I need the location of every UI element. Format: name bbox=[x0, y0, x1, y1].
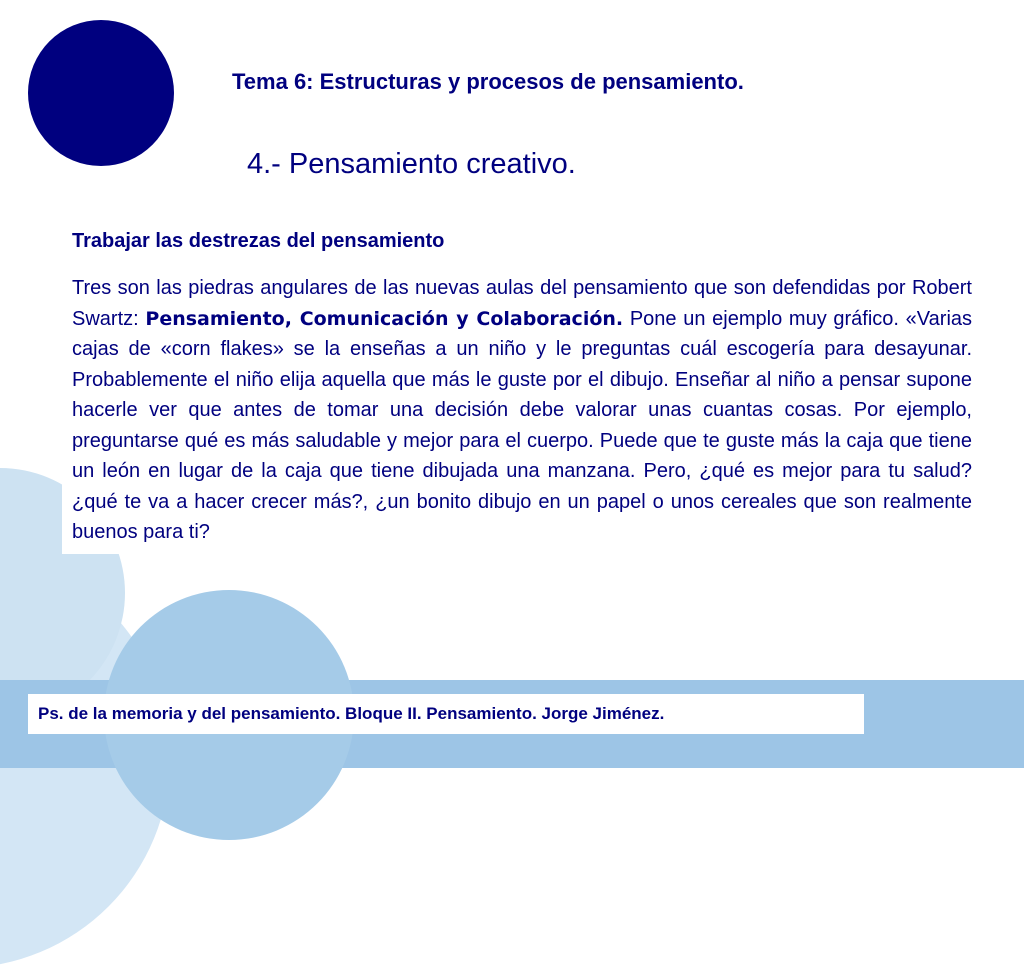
body-text-highlight: Pensamiento, Comunicación y Colaboración. bbox=[145, 307, 624, 330]
slide-subtitle: 4.- Pensamiento creativo. bbox=[247, 148, 576, 180]
section-heading: Trabajar las destrezas del pensamiento bbox=[72, 230, 445, 252]
body-text-intro: Tres son las piedras angulares de las nuevas aulas del pensamiento que son defendidas por Robert Swartz: bbox=[72, 277, 972, 330]
footer-caption: Ps. de la memoria y del pensamiento. Bloque II. Pensamiento. Jorge Jiménez. bbox=[28, 694, 864, 734]
decorative-circle-dark bbox=[28, 20, 174, 166]
body-paragraph bbox=[72, 273, 972, 548]
body-text-rest: Pone un ejemplo muy gráfico. «Varias cajas de «corn flakes» se la enseñas a un niño y le preguntas cuál escogería para desayunar. Probablemente el niño elija aquella que más le guste por el dibujo. Enseñar al niño a pensar supone hacerle ver que antes de tomar una decisión debe valorar unas cuantas cosas. Por ejemplo, preguntarse qué es más saludable y mejor para el cuerpo. Puede que te guste más la caja que tiene un león en lugar de la caja que tiene dibujada una manzana. Pero, ¿qué es mejor para tu salud? ¿qué te va a hacer crecer más?, ¿un bonito dibujo en un papel o unos cereales que son realmente buenos para ti? bbox=[72, 307, 973, 543]
content-box bbox=[62, 226, 978, 554]
slide-title: Tema 6: Estructuras y procesos de pensamiento. bbox=[232, 69, 744, 94]
